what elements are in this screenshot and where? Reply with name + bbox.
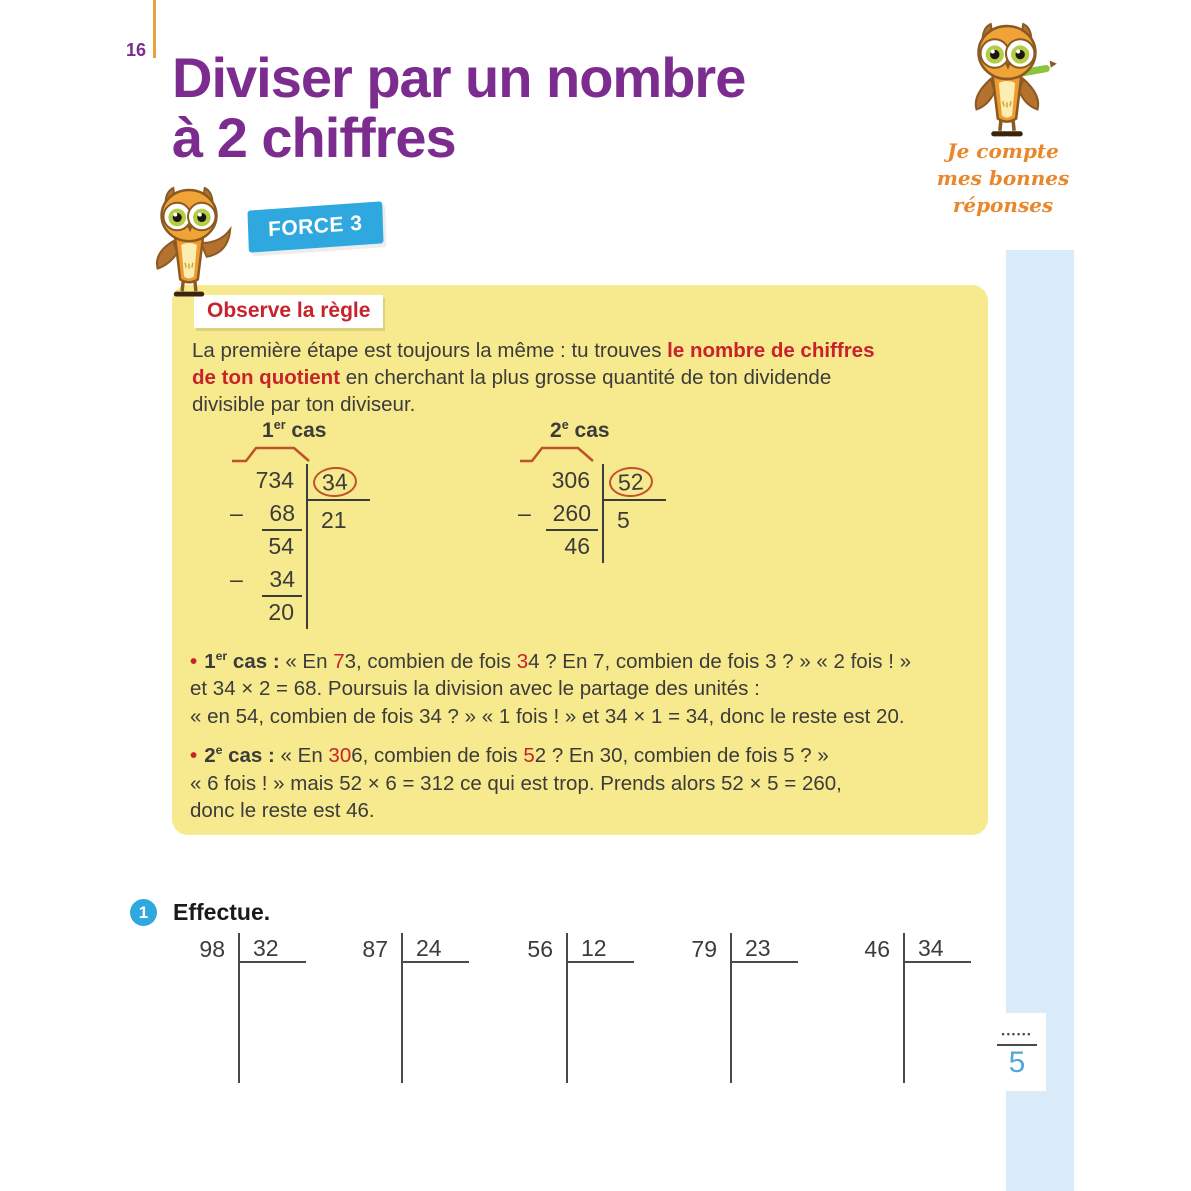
highlight-red-text: de ton quotient [192,366,341,389]
division-problem-5 [843,933,969,1083]
worked-example-2 [516,418,666,563]
rule-intro-line2: de ton quotient en cherchant la plus grosse quantité de ton dividende [192,366,832,389]
bullet-dot: • [190,744,198,768]
mascot-caption-line2: mes bonnes [936,166,1070,190]
division-problem-1 [178,933,304,1083]
division-problem-4 [670,933,796,1083]
rule-intro-line3: divisible par ton diviseur. [192,393,416,416]
quotient: 5 [617,507,630,533]
subtraction-row: – 34 [228,563,306,596]
bullet-dot: • [190,649,198,673]
quotient: 21 [321,507,347,533]
rule-intro-text [192,337,967,418]
exercise-number-badge: 1 [130,899,157,926]
division-problem-3 [506,933,632,1083]
exercise-instruction: Effectue. [173,899,271,925]
digit-group-bracket-icon [518,444,622,464]
dividend: 46 [864,936,890,962]
divisor: 34 [905,933,971,963]
score-total: 5 [1008,1046,1026,1079]
divisor-circled: 52 [608,465,653,497]
rule-intro-line1: La première étape est toujours la même : tu trouves le nombre de chiffres [192,339,875,362]
mascot-caption-line1: Je compte [947,139,1059,163]
bullet1-line2: et 34 × 2 = 68. Poursuis la division avec le partage des unités : [190,677,760,701]
owl-mascot-pencil-icon [952,22,1064,144]
divisor-row [604,464,666,501]
division-left-column [516,464,602,563]
bullet2-line1: • 2e cas : « En 306, combien de fois 52 ? En 30, combien de fois 5 ? » [190,743,829,768]
divisor: 32 [240,933,306,963]
corner-rule-line [153,0,156,58]
page-corner-number: 16 [126,40,147,60]
division-left-column [228,464,306,629]
dividend: 87 [362,936,388,962]
dividend: 79 [691,936,717,962]
case-2-label: 2e cas [550,418,610,442]
division-workspace [238,933,304,1083]
remainder-row: 20 [268,599,294,625]
division-workspace [566,933,632,1083]
highlight-red-text: le nombre de chiffres [667,339,875,362]
bullet1-line3: « en 54, combien de fois 34 ? » « 1 fois ! » et 34 × 1 = 34, donc le reste est 20. [190,704,905,728]
divisor-row [308,464,370,501]
division-workspace [903,933,969,1083]
case-1-label: 1er cas [262,418,327,442]
case-term: 2e cas : [204,743,275,768]
remainder-row: 54 [268,533,294,559]
rule-box-label: Observe la règle [194,295,383,328]
bullet2-line2: « 6 fois ! » mais 52 × 6 = 312 ce qui est trop. Prends alors 52 × 5 = 260, [190,771,842,795]
page-title-line2: à 2 chiffres [172,106,456,169]
division-right-column [602,464,666,563]
dividend: 98 [199,936,225,962]
dividend: 734 [255,467,294,493]
rule-explanations [190,643,970,832]
worked-example-1 [228,418,370,629]
divisor: 12 [568,933,634,963]
bullet-case-1 [190,643,970,730]
mascot-caption-line3: réponses [952,193,1054,217]
division-layout-1 [228,464,370,629]
rule-box [172,285,988,835]
force-level-badge: FORCE 3 [247,201,383,252]
divisor: 23 [732,933,798,963]
division-right-column [306,464,370,629]
divisor-circled: 34 [312,465,357,497]
page-title [172,48,745,168]
score-box [988,1013,1046,1091]
page-title-line1: Diviser par un nombre [172,46,746,109]
subtraction-row: – 68 [228,497,306,530]
divisor: 24 [403,933,469,963]
division-problem-2 [341,933,467,1083]
dividend: 56 [527,936,553,962]
owl-mascot-icon [136,186,244,304]
subtraction-row: – 260 [516,497,602,530]
division-workspace [730,933,796,1083]
bullet2-line3: donc le reste est 46. [190,799,375,823]
division-layout-2 [516,464,666,563]
remainder-row: 46 [564,533,590,559]
score-write-area: •••••• [1001,1029,1033,1039]
mascot-caption [928,138,1078,219]
digit-group-bracket-icon [230,444,334,464]
bullet1-line1: • 1er cas : « En 73, combien de fois 34 ? En 7, combien de fois 3 ? » « 2 fois ! » [190,649,911,673]
case-term: 1er cas : [204,649,280,673]
dividend: 306 [551,467,590,493]
division-workspace [401,933,467,1083]
bullet-case-2 [190,737,970,824]
